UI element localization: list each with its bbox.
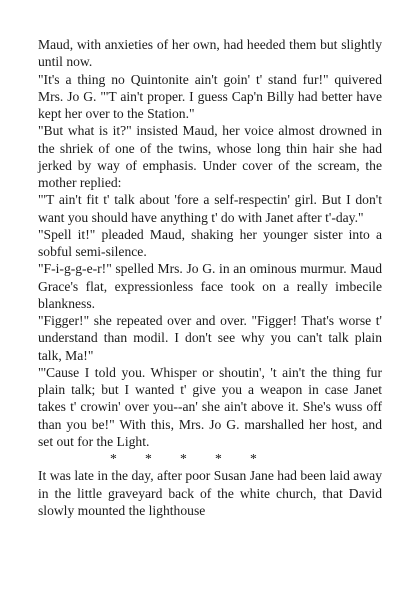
paragraph-5: "Spell it!" pleaded Maud, shaking her younger sister into a sobful semi-silence. (38, 226, 382, 259)
paragraph-6: "F-i-g-g-e-r!" spelled Mrs. Jo G. in an ominous murmur. Maud Grace's flat, expressionless face took on a really imbecile blankness. (38, 261, 382, 311)
separator-star: * (180, 451, 187, 466)
paragraph-7: "Figger!" she repeated over and over. "Figger! That's worse t' understand than modil. I don't see why you can't talk plain talk, Ma!" (38, 313, 382, 363)
paragraph-3: "But what is it?" insisted Maud, her voice almost drowned in the shriek of one of the twins, whose long thin hair she had jerked by way of emphasis. Under cover of the scream, the mother replied: (38, 123, 382, 190)
separator-star: * (145, 451, 152, 466)
paragraph-2: "It's a thing no Quintonite ain't goin' t' stand fur!" quivered Mrs. Jo G. "'T ain't proper. I guess Cap'n Billy had better have kept her over to the Station." (38, 71, 382, 121)
section-separator (38, 450, 382, 467)
separator-star: * (110, 451, 117, 466)
paragraph-8: "'Cause I told you. Whisper or shoutin', 't ain't the thing fur plain talk; but I wanted t' give you a weapon in case Janet takes t' crowin' over you--an' she ain't above it. She's wuss off than you be!" With this, Mrs. Jo G. marshalled her host, and set out for the Light. (38, 364, 382, 449)
closing-paragraph: It was late in the day, after poor Susan Jane had been laid away in the little graveyard back of the white church, that David slowly mounted the lighthouse (38, 468, 382, 518)
separator-star: * (250, 451, 257, 466)
paragraph-4: "'T ain't fit t' talk about 'fore a self-respectin' girl. But I don't want you should have anything t' do with Janet after t'-day." (38, 192, 382, 225)
book-page (38, 36, 382, 519)
paragraph-1: Maud, with anxieties of her own, had heeded them but slightly until now. (38, 37, 382, 70)
separator-star: * (215, 451, 222, 466)
